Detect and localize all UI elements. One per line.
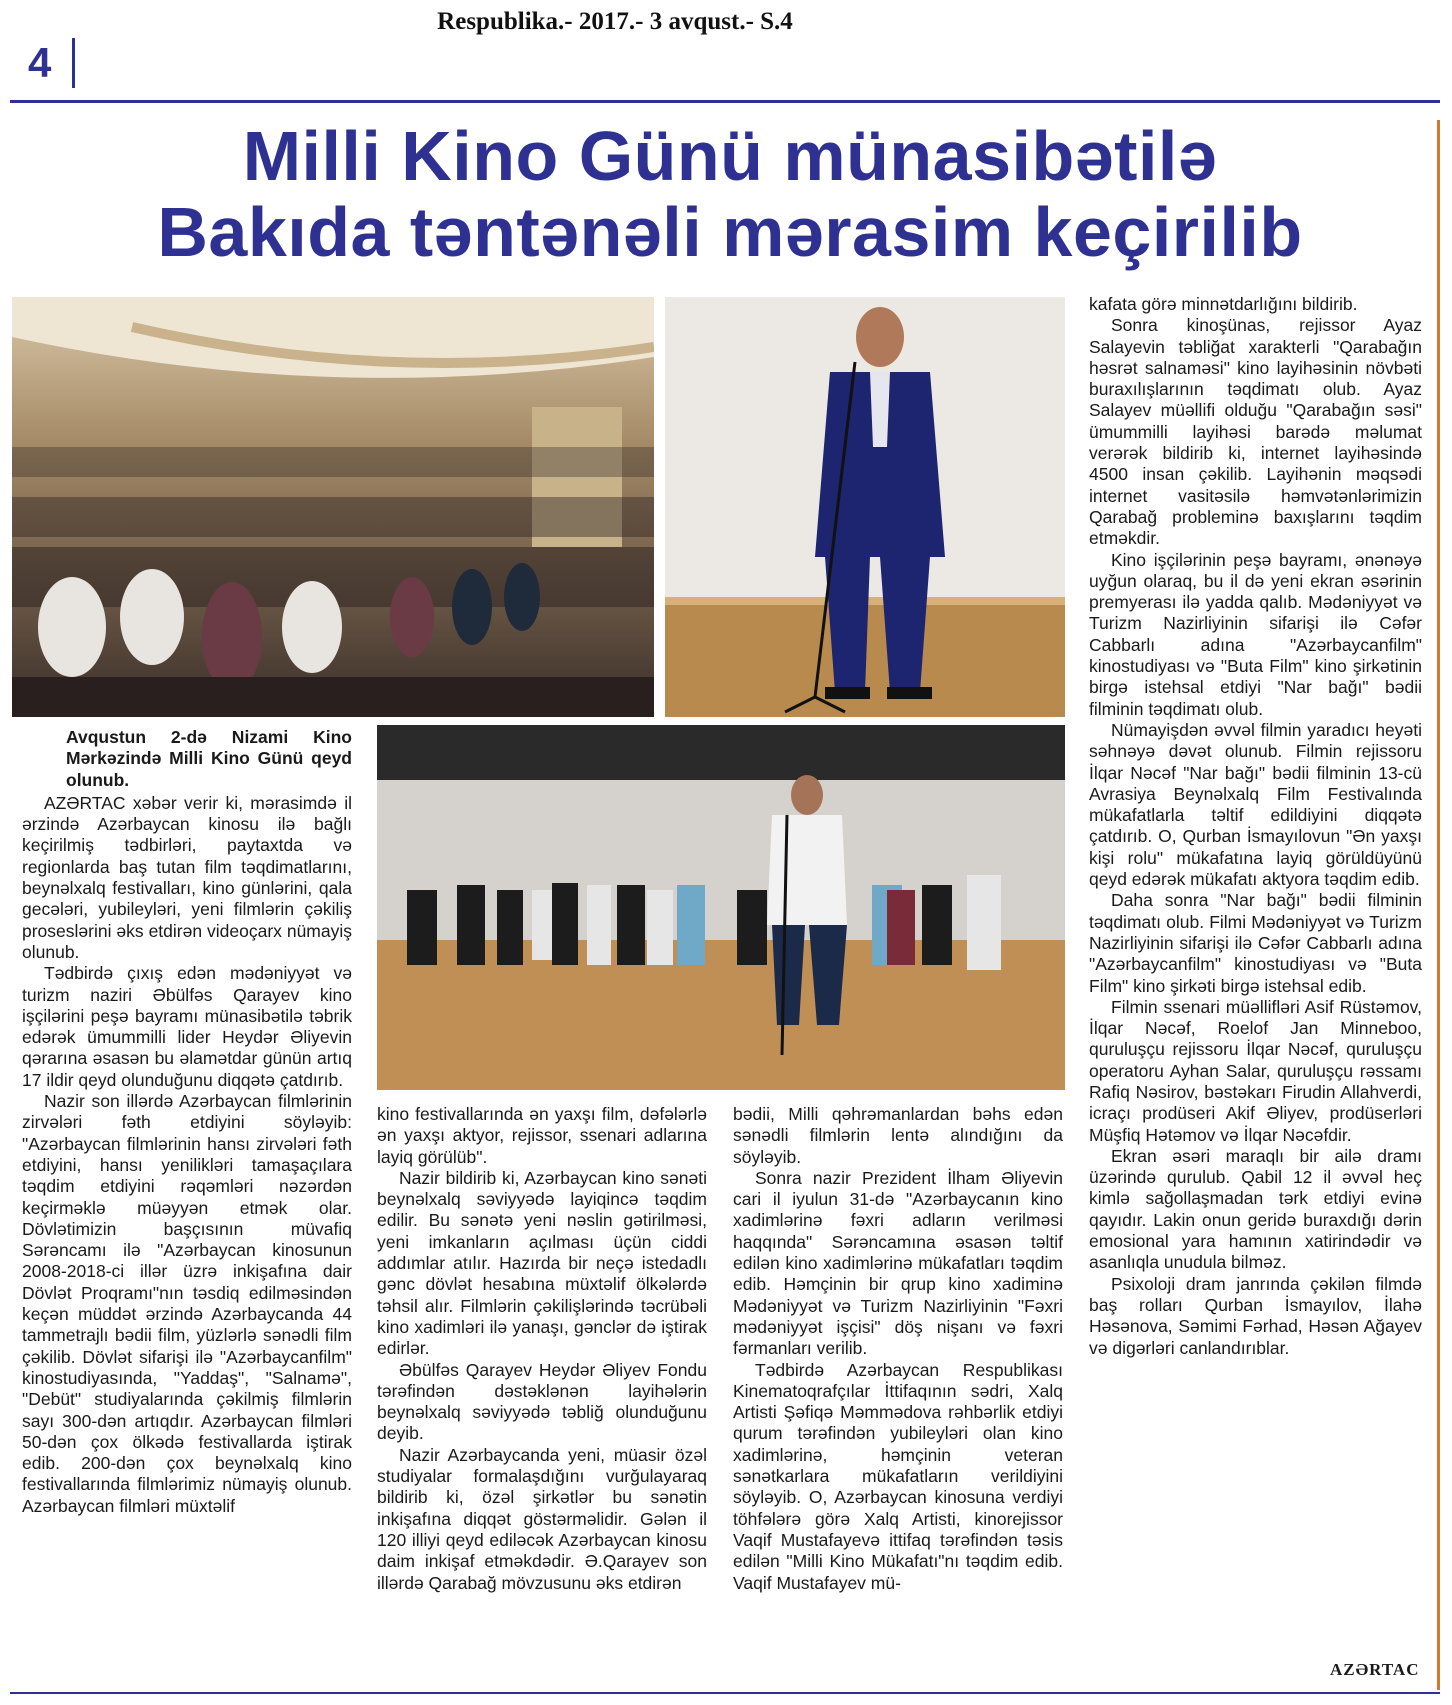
- speaker-photo: [665, 297, 1065, 717]
- paragraph: Nazir bildirib ki, Azərbaycan kino sənəti beynəlxalq səviyyədə layiqincə təqdim edilir. Bu sənətə yeni nəslin gətirilməsi, yeni imkanların açılması üçün ciddi addımlar atılır. Hazırda bir neçə istedadlı gənc dövlət hesabına müxtəlif ölkələrdə təhsil alır. Filmlərin çəkilişlərində təcrübəli kino xadimləri ilə yanaşı, gənclər də iştirak edirlər.: [377, 1167, 707, 1359]
- paragraph: Nümayişdən əvvəl filmin yaradıcı heyəti səhnəyə dəvət olunub. Filmin rejissoru İlqar Nəcəf "Nar bağı" bədii filminin 13-cü Avrasiya Beynəlxalq Film Festivalında mükafatlarla təltif edildiyini diqqətə çatdırıb. O, Qurban İsmayılovun "Ən yaxşı kişi rolu" mükafatına layiq görüldüyünü qeyd edərək mükafatı aktyora təqdim edib.: [1089, 719, 1422, 890]
- paragraph: Psixoloji dram janrında çəkilən filmdə baş rolları Qurban İsmayılov, İlahə Həsənova, Səmimi Fərhad, Həsən Ağayev və digərləri canlandırıblar.: [1089, 1273, 1422, 1358]
- paragraph: bədii, Milli qəhrəmanlardan bəhs edən sənədli filmlərin lentə alındığını da söyləyib.: [733, 1104, 1063, 1167]
- paragraph: Filmin ssenari müəllifləri Asif Rüstəmov, İlqar Nəcəf, Roelof Jan Minneboo, quruluşçu rejissoru İlqar Nəcəf, quruluşçu operatoru Ayhan Salar, quruluşçu rəssamı Rafiq Nəsirov, bəstəkarı Firudin Allahverdi, icraçı prodüseri Akif Əliyev, prodüserləri Müşfiq Hətəmov və İlqar Nəcəfdir.: [1089, 996, 1422, 1145]
- margin-rule: [1437, 120, 1440, 1690]
- page-number: [20, 38, 75, 88]
- source-citation: Respublika.- 2017.- 3 avqust.- S.4: [437, 8, 793, 35]
- paragraph: Sonra nazir Prezident İlham Əliyevin cari il iyulun 31-də "Azərbaycanın kino xadimlərinə fəxri adların verilməsi haqqında" Sərəncamına əsasən təltif edilən kino xadimlərinə mükafatları təqdim edib. Həmçinin bir qrup kino xadiminə Mədəniyyət və Turizm Nazirliyinin "Fəxri mədəniyyət işçisi" döş nişanı və fəxri fərmanları verilib.: [733, 1167, 1063, 1359]
- paragraph: Tədbirdə Azərbaycan Respublikası Kinematoqrafçılar İttifaqının sədri, Xalq Artisti Şəfiqə Məmmədova rəhbərlik etdiyi qurum tərəfindən yubileyləri olan kino xadimlərinə, həmçinin veteran sənətkarlara mükafatların verildiyini söyləyib. O, Azərbaycan kinosuna verdiyi töhfələrə görə Xalq Artisti, kinorejissor Vaqif Mustafayevə ittifaq tərəfindən təsis edilən "Milli Kino Mükafatı"nı təqdim edib. Vaqif Mustafayev mü-: [733, 1359, 1063, 1593]
- headline-line-2: Bakıda təntənəli mərasim keçirilib: [157, 193, 1303, 271]
- article-column-3: [733, 1104, 1063, 1594]
- paragraph: kafata görə minnətdarlığını bildirib.: [1089, 294, 1358, 314]
- paragraph: Ekran əsəri maraqlı bir ailə dramı üzərində qurulub. Qabil 12 il əvvəl heç kimlə sağollaşmadan tərk etdiyi evinə qayıdır. Lakin onun geridə buraxdığı dərin emosional yara hamının xatirindədir və asanlıqla unudula bilməz.: [1089, 1145, 1422, 1273]
- paragraph: Sonra kinoşünas, rejissor Ayaz Salayevin təbliğat xarakterli "Qarabağın həsrət salnaməsi" kino layihəsinin növbəti buraxılışlarının təqdimatı olub. Ayaz Salayev müəllifi olduğu "Qarabağın səsi" ümummilli layihəsi barədə məlumat verərək bildirib ki, internet layihəsində 4500 insan çəkilib. Layihənin məqsədi internet vasitəsilə həmvətənlərimizin Qarabağ probleminə baxışlarını təqdim etməkdir.: [1089, 315, 1422, 549]
- paragraph: AZƏRTAC xəbər verir ki, mərasimdə il ərzində Azərbaycan kinosu ilə bağlı keçirilmiş tədbirləri, paytaxtda və regionlarda baş tutan film təqdimatlarını, beynəlxalq festivalları, kino günlərini, qala gecələri, yubileyləri, yeni filmlərin çəkiliş proseslərini əks etdirən videoçarx nümayiş olunub.: [22, 792, 352, 962]
- stage-photo: [377, 725, 1065, 1090]
- header-rule: [10, 100, 1440, 103]
- paragraph: Nazir son illərdə Azərbaycan filmlərinin zirvələri fəth etdiyini söyləyib: "Azərbaycan filmlərinin hansı zirvələri fəth etdiyini, hansı yenilikləri tamaşaçılara təqdim etdiyini rəqəmləri nəzərdən keçirməklə müəyyən etmək olar. Dövlətimizin başçısının müvafiq Sərəncamı ilə "Azərbaycan kinosunun 2008-2018-ci illər üzrə inkişafına dair Dövlət Proqramı"nın təsdiq edilməsindən keçən müddət ərzində Azərbaycanda 44 tammetrajlı bədii film, yüzlərlə sənədli film çəkilib. Dövlət sifarişi ilə "Azərbaycanfilm" kinostudiyasında, "Yaddaş", "Salnamə", "Debüt" studiyalarında çəkilmiş filmlərin sayı 300-dən artıqdır. Azərbaycan filmləri 50-dən çox ölkədə festivallarda iştirak edib. 200-dən çox beynəlxalq kino festivallarında filmlərimiz nümayiş olunub. Azərbaycan filmləri müxtəlif: [22, 1091, 352, 1516]
- page-number-text: 4: [28, 39, 52, 86]
- paragraph: Tədbirdə çıxış edən mədəniyyət və turizm naziri Əbülfəs Qarayev kino işçilərini peşə bayramı münasibətilə təbrik edərək ümummilli lider Heydər Əliyevin qərarına əsasən bu əlamətdar günün artıq 17 ildir qeyd olunduğunu diqqətə çatdırıb.: [22, 963, 352, 1090]
- paragraph: kino festivallarında ən yaxşı film, dəfələrlə ən yaxşı aktyor, rejissor, ssenari adlarına layiq görülüb".: [377, 1104, 707, 1167]
- paragraph: Kino işçilərinin peşə bayramı, ənənəyə uyğun olaraq, bu il də yeni ekran əsərinin premyerası ilə yadda qalıb. Mədəniyyət və Turizm Nazirliyinin sifarişi ilə Cəfər Cabbarlı adına "Azərbaycanfilm" kinostudiyası və "Buta Film" kino şirkətinin birgə istehsal etdiyi "Nar bağı" bədii filminin təqdimatı olub.: [1089, 549, 1422, 719]
- article-lead: Avqustun 2-də Nizami Kino Mərkəzində Milli Kino Günü qeyd olunub.: [66, 727, 352, 790]
- headline: [60, 118, 1400, 270]
- footer-rule: [10, 1692, 1440, 1694]
- article-column-1: [22, 727, 352, 1517]
- article-column-2: [377, 1104, 707, 1594]
- paragraph: Nazir Azərbaycanda yeni, müasir özəl studiyalar formalaşdığını vurğulayaraq bildirib ki, özəl şirkətlər bu sənətin inkişafına diqqət göstərməlidir. Gələn il 120 illiyi qeyd ediləcək Azərbaycan kinosu daim inkişaf etməkdədir. Ə.Qarayev son illərdə Qarabağ mövzusunu əks etdirən: [377, 1444, 707, 1593]
- article-column-4: [1089, 294, 1422, 1359]
- agency-signature: AZƏRTAC: [1330, 1660, 1420, 1679]
- paragraph: Əbülfəs Qarayev Heydər Əliyev Fondu tərəfindən dəstəklənən layihələrin beynəlxalq səviyyədə təbliğ olunduğunu deyib.: [377, 1359, 707, 1444]
- audience-photo: [12, 297, 654, 717]
- paragraph: Daha sonra "Nar bağı" bədii filminin təqdimatı olub. Filmi Mədəniyyət və Turizm Nazirliyinin sifarişi ilə Cəfər Cabbarlı adına "Azərbaycanfilm" kinostudiyası və "Buta Film" kino şirkəti birgə istehsal edib.: [1089, 890, 1422, 996]
- headline-line-1: Milli Kino Günü münasibətilə: [242, 117, 1218, 195]
